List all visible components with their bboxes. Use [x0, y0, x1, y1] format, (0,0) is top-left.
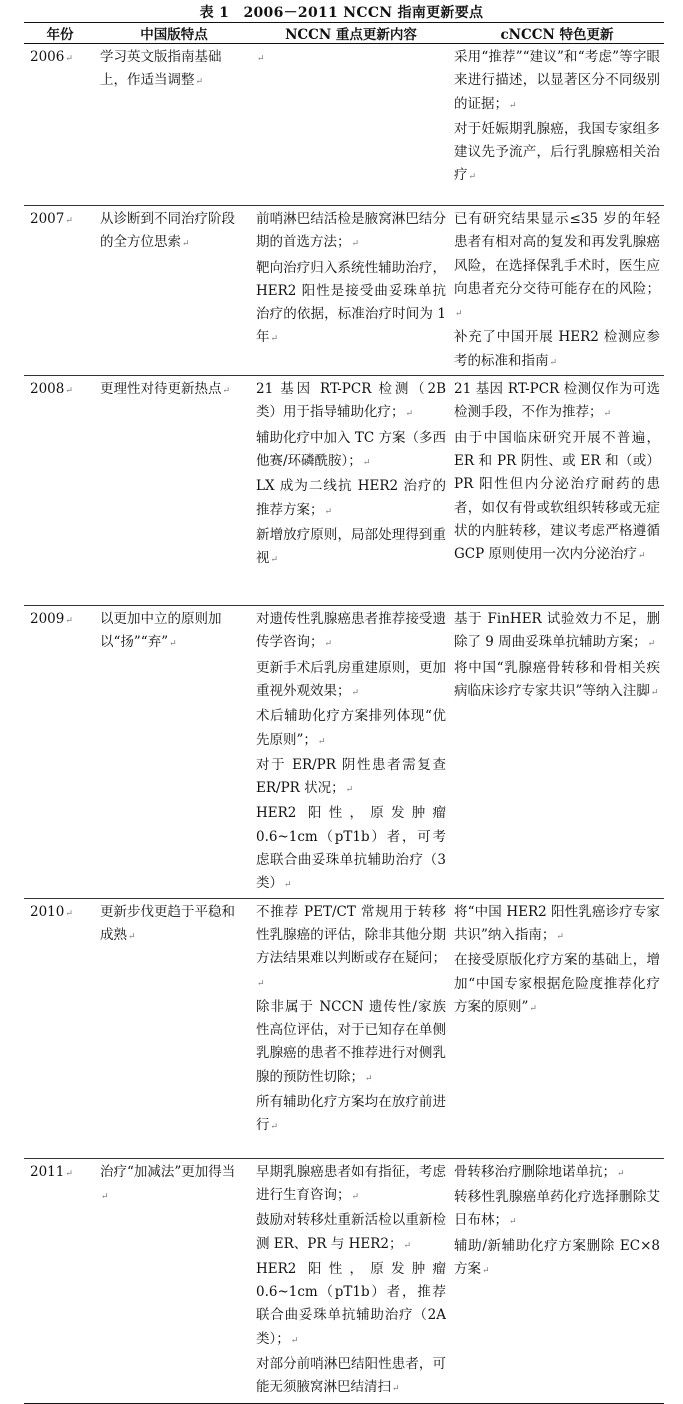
cell-line [256, 208, 446, 257]
paragraph-mark-icon: ↵ [392, 1384, 400, 1395]
cnccn-update-cell [450, 376, 664, 606]
paragraph-mark-icon: ↵ [101, 1191, 109, 1202]
cell-text: 以更加中立的原则加以“扬”“弃” [100, 611, 222, 651]
cell-line [454, 608, 660, 657]
paragraph-mark-icon: ↵ [529, 1003, 537, 1014]
cell-text: 在接受原版化疗方案的基础上，增加“中国专家根据危险度推荐化疗方案的原则” [454, 952, 660, 1015]
cell-text: 靶向治疗归入系统性辅助治疗，HER2 阳性是接受曲妥珠单抗治疗的依据，标准治疗时间为 1 年 [256, 259, 446, 346]
year-cell [24, 376, 96, 606]
cell-line [256, 996, 446, 1091]
cnccn-update-cell [450, 44, 664, 206]
paragraph-mark-icon: ↵ [65, 616, 73, 627]
paragraph-mark-icon: ↵ [509, 1217, 517, 1228]
paragraph-mark-icon: ↵ [324, 506, 333, 517]
paragraph-mark-icon: ↵ [468, 172, 477, 183]
cell-text: 不推荐 PET/CT 常规用于转移性乳腺癌的评估，除非其他分期方法结果难以判断或存在疑问； [256, 903, 446, 967]
paragraph-mark-icon: ↵ [128, 931, 136, 942]
cell-line [100, 901, 242, 950]
cell-line [454, 1235, 660, 1284]
nccn-update-cell [252, 606, 450, 899]
year-cell [24, 206, 96, 376]
table-row [24, 376, 664, 606]
cell-text: 治疗“加减法”更加得当 [100, 1163, 236, 1180]
cell-line [256, 802, 446, 897]
paragraph-mark-icon: ↵ [647, 639, 656, 650]
china-feature-cell [96, 44, 252, 206]
cell-line [454, 378, 660, 427]
table-row [24, 44, 664, 206]
cell-line [454, 427, 660, 569]
cell-line [454, 1186, 660, 1235]
cell-line [454, 949, 660, 1021]
cell-line [454, 1161, 660, 1186]
table-row [24, 1158, 664, 1403]
nccn-update-cell [252, 1158, 450, 1403]
paragraph-mark-icon: ↵ [362, 457, 371, 468]
cell-line [256, 754, 446, 803]
year-cell [24, 44, 96, 206]
cell-text: HER2 阳性，原发肿瘤 0.6~1cm（pT1b）者，可考虑联合曲妥珠单抗辅助治疗（3 类） [256, 805, 446, 892]
cnccn-update-cell [450, 898, 664, 1158]
cell-line [256, 1161, 446, 1210]
paragraph-mark-icon: ↵ [603, 409, 612, 420]
cell-line [100, 46, 242, 95]
cell-line [256, 524, 446, 573]
cell-text: 对于妊娠期乳腺癌，我国专家组多建议先予流产，后行乳腺癌相关治疗 [454, 120, 660, 184]
cell-line [100, 608, 242, 657]
paragraph-mark-icon: ↵ [405, 409, 414, 420]
cell-text: 除非属于 NCCN 遗传性/家族性高位评估，对于已知存在单侧乳腺癌的患者不推荐进行对侧乳腺的预防性切除； [256, 998, 446, 1085]
nccn-update-cell [252, 44, 450, 206]
cell-text: 辅助/新辅助化疗方案删除 EC×8 方案 [454, 1237, 660, 1277]
cell-line [30, 1161, 92, 1186]
cell-text: 已有研究结果显示≤35 岁的年轻患者有相对高的复发和再发乳腺癌风险，在选择保乳手术时，医生应向患者充分交待可能存在的风险； [454, 211, 660, 297]
cell-line [256, 378, 446, 427]
nccn-update-cell [252, 898, 450, 1158]
header-china-feature: 中国版特点 [96, 23, 252, 44]
year-cell [24, 1158, 96, 1403]
header-nccn-updates: NCCN 重点更新内容 [252, 23, 450, 44]
cell-text: 21 基因 RT-PCR 检测仅作为可选检测手段，不作为推荐； [454, 381, 660, 421]
cell-line [454, 901, 660, 950]
cell-line [256, 901, 446, 996]
cell-text: 21 基因 RT-PCR 检测（2B 类）用于指导辅助化疗； [256, 381, 446, 421]
header-cnccn-updates: cNCCN 特色更新 [450, 23, 664, 44]
cell-line [256, 705, 446, 754]
paragraph-mark-icon: ↵ [351, 687, 360, 698]
cell-text: 2010 [30, 903, 65, 920]
china-feature-cell [96, 606, 252, 899]
china-feature-cell [96, 206, 252, 376]
cell-line [30, 378, 92, 403]
paragraph-mark-icon: ↵ [324, 639, 333, 650]
table-row [24, 606, 664, 899]
paragraph-mark-icon: ↵ [257, 54, 265, 64]
cell-text: 从诊断到不同治疗阶段的全方位思索 [100, 211, 235, 251]
cell-line [256, 475, 446, 524]
paragraph-mark-icon: ↵ [195, 77, 204, 88]
cell-text: 2011 [30, 1163, 65, 1180]
paragraph-mark-icon: ↵ [455, 309, 463, 320]
cell-line [256, 1258, 446, 1353]
cell-text: 更理性对待更新热点 [100, 381, 222, 398]
cell-text: 骨转移治疗删除地诺单抗； [454, 1163, 616, 1180]
cell-line [454, 326, 660, 375]
paragraph-mark-icon: ↵ [65, 1168, 73, 1179]
cell-line [256, 257, 446, 352]
cell-line [454, 208, 660, 326]
cell-line [100, 378, 242, 403]
paragraph-mark-icon: ↵ [317, 736, 326, 747]
cell-text: 新增放疗原则，局部处理得到重视 [256, 526, 446, 567]
paragraph-mark-icon: ↵ [556, 931, 564, 942]
year-cell [24, 898, 96, 1158]
cell-text: 鼓励对转移灶重新活检以重新检测 ER、PR 与 HER2； [256, 1212, 446, 1252]
cell-text: 转移性乳腺癌单药化疗选择删除艾日布林； [454, 1188, 660, 1229]
paragraph-mark-icon: ↵ [270, 555, 279, 566]
paragraph-mark-icon: ↵ [403, 1240, 412, 1251]
paragraph-mark-icon: ↵ [65, 216, 73, 226]
cell-text: 更新手术后乳房重建原则，更加重视外观效果； [256, 659, 446, 699]
china-feature-cell [96, 376, 252, 606]
paragraph-mark-icon: ↵ [351, 1191, 360, 1202]
cell-line [256, 1353, 446, 1402]
cell-text: 所有辅助化疗方案均在放疗前进行 [256, 1094, 446, 1134]
cell-text: 前哨淋巴结活检是腋窝淋巴结分期的首选方法； [256, 211, 446, 251]
cell-text: 2008 [30, 381, 65, 398]
table-caption: 表 1 2006－2011 NCCN 指南更新要点 [199, 5, 484, 21]
cell-text: 由于中国临床研究开展不普遍，ER 和 PR 阴性、或 ER 和（或）PR 阳性但内分泌治疗耐药的患者，如仅有骨或软组织转移或无症状的内脏转移，建议考虑严格遵循 GCP 原则使用一次内分泌治疗 [454, 429, 660, 563]
paragraph-mark-icon: ↵ [509, 100, 517, 111]
cell-text: 补充了中国开展 HER2 检测应参考的标准和指南 [454, 329, 660, 369]
cell-line [30, 46, 92, 71]
cell-line [454, 118, 660, 190]
paragraph-mark-icon: ↵ [65, 908, 73, 919]
paragraph-mark-icon: ↵ [169, 639, 177, 650]
cell-line [454, 46, 660, 118]
cell-line [256, 657, 446, 706]
cell-text: 术后辅助化疗方案排列体现“优先原则”； [256, 708, 446, 748]
china-feature-cell [96, 898, 252, 1158]
paragraph-mark-icon: ↵ [549, 357, 558, 368]
china-feature-cell [96, 1158, 252, 1403]
cell-text: 对遗传性乳腺癌患者推荐接受遗传学咨询； [256, 611, 446, 651]
cell-line [256, 1209, 446, 1258]
cell-text: 更新步伐更趋于平稳和成熟 [100, 903, 235, 943]
cell-text: 将“中国 HER2 阳性乳癌诊疗专家共识”纳入指南； [454, 903, 660, 943]
cell-text: 对部分前哨淋巴结阳性患者，可能无须腋窝淋巴结清扫 [256, 1356, 446, 1396]
cell-text: 采用“推荐”“建议”和“考虑”等字眼来进行描述，以显著区分不同级别的证据； [454, 49, 660, 112]
cell-line [454, 657, 660, 706]
table-body [24, 44, 664, 1404]
nccn-update-cell [252, 206, 450, 376]
paragraph-mark-icon: ↵ [638, 551, 646, 562]
paragraph-mark-icon: ↵ [650, 687, 659, 698]
paragraph-mark-icon: ↵ [65, 54, 73, 64]
cell-line [100, 1161, 242, 1210]
cell-text: 将中国“乳腺癌骨转移和骨相关疾病临床诊疗专家共识”等纳入注脚 [454, 659, 660, 699]
paragraph-mark-icon: ↵ [351, 239, 360, 250]
paragraph-mark-icon: ↵ [345, 785, 354, 796]
paragraph-mark-icon: ↵ [257, 978, 265, 989]
paragraph-mark-icon: ↵ [482, 1265, 490, 1276]
cnccn-update-cell [450, 206, 664, 376]
cell-text: HER2 阳性，原发肿瘤 0.6~1cm（pT1b）者，推荐联合曲妥珠单抗辅助治疗（2A 类）； [256, 1260, 446, 1347]
cell-text: 2007 [30, 211, 65, 227]
cell-text: LX 成为二线抗 HER2 治疗的推荐方案； [256, 478, 446, 518]
paragraph-mark-icon: ↵ [270, 334, 279, 345]
paragraph-mark-icon: ↵ [290, 1335, 299, 1346]
paragraph-mark-icon: ↵ [617, 1168, 625, 1179]
nccn-update-cell [252, 376, 450, 606]
year-cell [24, 606, 96, 899]
cell-line [30, 901, 92, 926]
cell-line [256, 427, 446, 476]
cell-text: 学习英文版指南基础上，作适当调整 [100, 49, 222, 89]
cell-line [256, 608, 446, 657]
header-year: 年份 [24, 23, 96, 44]
cnccn-update-cell [450, 1158, 664, 1403]
cell-text: 对于 ER/PR 阴性患者需复查 ER/PR 状况； [256, 756, 446, 797]
cell-line [256, 1091, 446, 1140]
cell-text: 辅助化疗中加入 TC 方案（多西他赛/环磷酰胺）； [256, 429, 446, 469]
cnccn-update-cell [450, 606, 664, 899]
paragraph-mark-icon: ↵ [65, 386, 73, 397]
cell-line [30, 208, 92, 233]
guideline-updates-table [24, 22, 664, 1404]
cell-line [30, 608, 92, 633]
cell-text: 2006 [30, 49, 65, 65]
table-row [24, 898, 664, 1158]
table-row [24, 206, 664, 376]
paragraph-mark-icon: ↵ [182, 239, 190, 250]
table-header-row [24, 23, 664, 44]
paragraph-mark-icon: ↵ [284, 880, 292, 891]
cell-line [100, 208, 242, 257]
cell-text: 2009 [30, 611, 65, 628]
paragraph-mark-icon: ↵ [270, 1122, 279, 1133]
cell-text: 早期乳腺癌患者如有指征，考虑进行生育咨询； [256, 1163, 446, 1203]
paragraph-mark-icon: ↵ [222, 386, 231, 397]
paragraph-mark-icon: ↵ [365, 1073, 373, 1084]
cell-text: 基于 FinHER 试验效力不足，删除了 9 周曲妥珠单抗辅助方案； [454, 611, 660, 651]
